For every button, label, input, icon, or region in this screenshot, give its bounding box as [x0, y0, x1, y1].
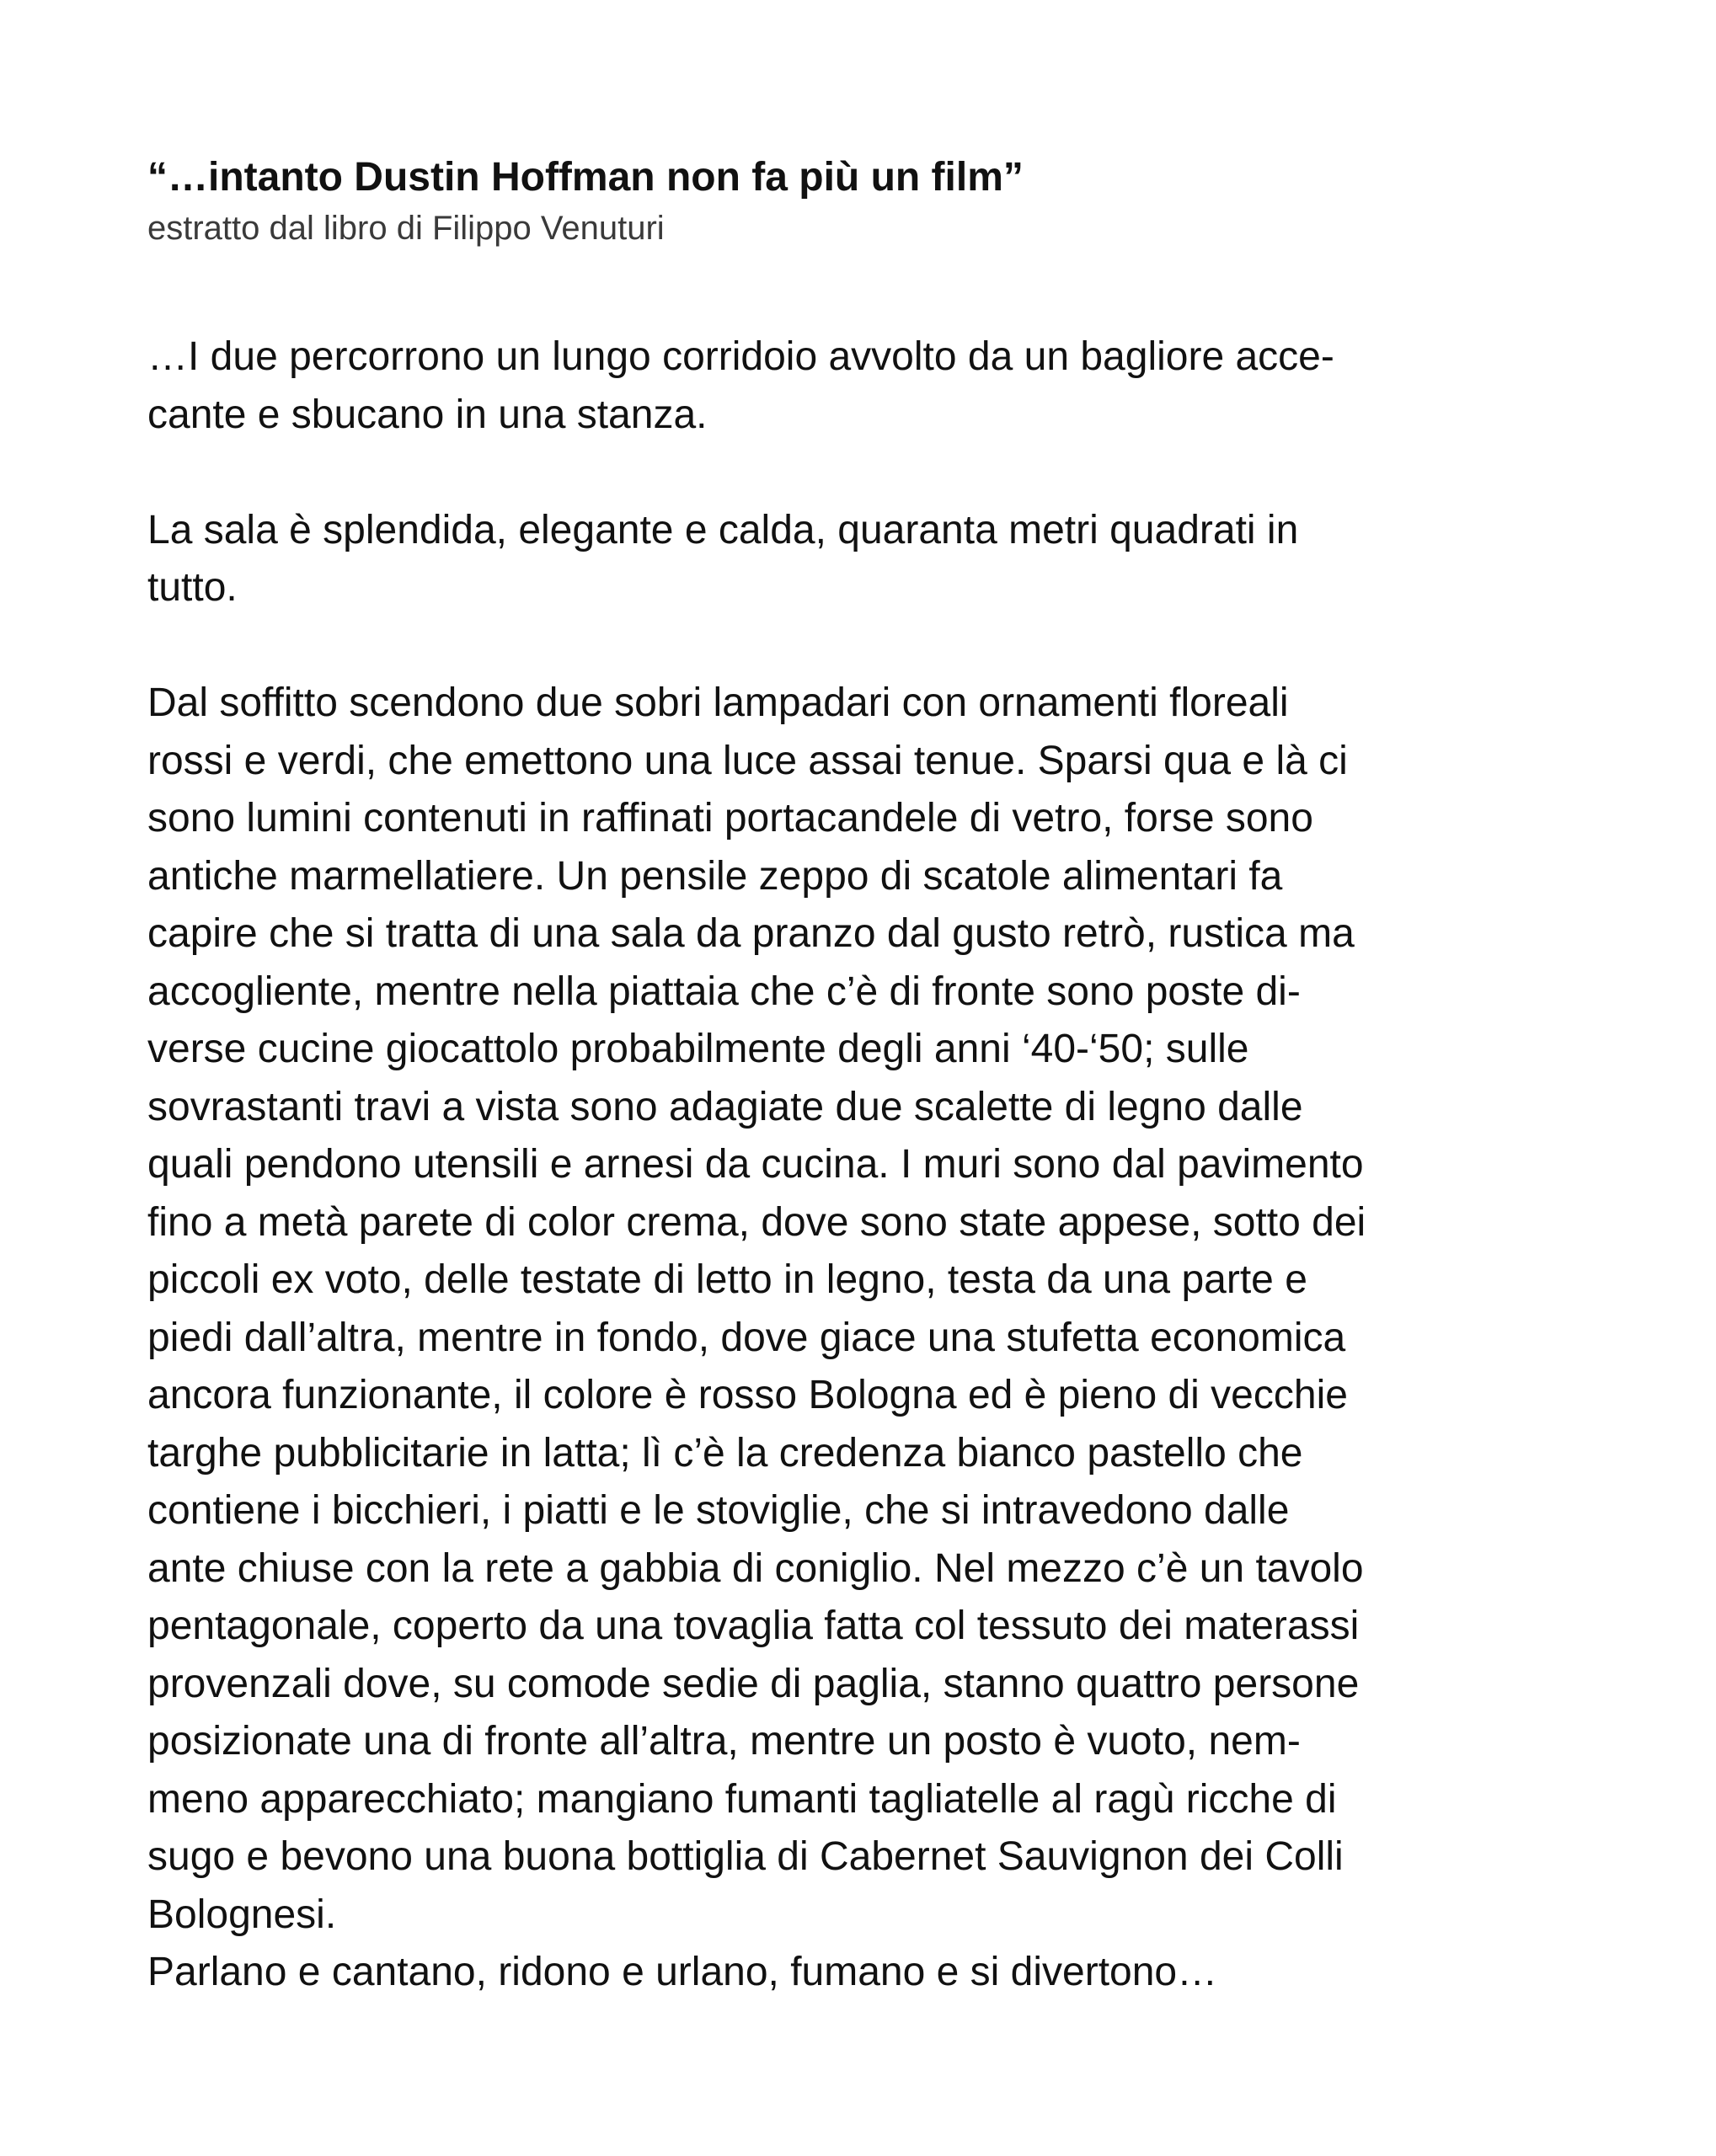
text-line: capire che si tratta di una sala da pranzo dal gusto retrò, rustica ma: [147, 911, 1355, 956]
text-line: Dal soffitto scendono due sobri lampadari con ornamenti floreali: [147, 680, 1289, 725]
text-line: provenzali dove, su comode sedie di paglia, stanno quattro persone: [147, 1661, 1360, 1706]
text-line: targhe pubblicitarie in latta; lì c’è la credenza bianco pastello che: [147, 1430, 1303, 1476]
text-line: sono lumini contenuti in raffinati portacandele di vetro, forse sono: [147, 796, 1313, 841]
paragraph-room: [147, 502, 1596, 617]
text-line: verse cucine giocattolo probabilmente degli anni ‘40-‘50; sulle: [147, 1027, 1249, 1071]
text-line: posizionate una di fronte all’altra, mentre un posto è vuoto, nem-: [147, 1719, 1301, 1764]
body-text: [147, 328, 1596, 2002]
text-line: tutto.: [147, 565, 238, 610]
text-line: piccoli ex voto, delle testate di letto in legno, testa da una parte e: [147, 1257, 1307, 1302]
text-line: pentagonale, coperto da una tovaglia fatta col tessuto dei materassi: [147, 1604, 1360, 1648]
text-line: …I due percorrono un lungo corridoio avvolto da un bagliore acce-: [147, 334, 1334, 379]
text-line: fino a metà parete di color crema, dove sono state appese, sotto dei: [147, 1199, 1366, 1245]
text-line: contiene i bicchieri, i piatti e le stoviglie, che si intravedono dalle: [147, 1488, 1290, 1533]
text-line: sovrastanti travi a vista sono adagiate due scalette di legno dalle: [147, 1084, 1303, 1129]
text-line: accogliente, mentre nella piattaia che c’è di fronte sono poste di-: [147, 969, 1301, 1014]
paragraph-description: [147, 675, 1596, 2002]
text-line: antiche marmellatiere. Un pensile zeppo di scatole alimentari fa: [147, 853, 1283, 899]
text-line: meno apparecchiato; mangiano fumanti tagliatelle al ragù ricche di: [147, 1776, 1337, 1822]
text-line: rossi e verdi, che emettono una luce assai tenue. Sparsi qua e là ci: [147, 738, 1348, 783]
text-line: piedi dall’altra, mentre in fondo, dove giace una stufetta economica: [147, 1315, 1346, 1360]
text-line: ancora funzionante, il colore è rosso Bologna ed è pieno di vecchie: [147, 1373, 1348, 1417]
text-line: La sala è splendida, elegante e calda, quaranta metri quadrati in: [147, 507, 1299, 552]
text-line: Parlano e cantano, ridono e urlano, fumano e si divertono…: [147, 1950, 1218, 1994]
text-line: Bolognesi.: [147, 1892, 337, 1937]
text-line: cante e sbucano in una stanza.: [147, 392, 708, 437]
paragraph-intro: [147, 328, 1596, 444]
document-subtitle: estratto dal libro di Filippo Venuturi: [147, 210, 665, 247]
document-page: [147, 152, 1596, 2002]
text-line: ante chiuse con la rete a gabbia di coniglio. Nel mezzo c’è un tavolo: [147, 1545, 1364, 1591]
text-line: sugo e bevono una buona bottiglia di Cabernet Sauvignon dei Colli: [147, 1834, 1344, 1879]
document-title: “…intanto Dustin Hoffman non fa più un film”: [147, 155, 1024, 200]
text-line: quali pendono utensili e arnesi da cucina. I muri sono dal pavimento: [147, 1142, 1364, 1187]
